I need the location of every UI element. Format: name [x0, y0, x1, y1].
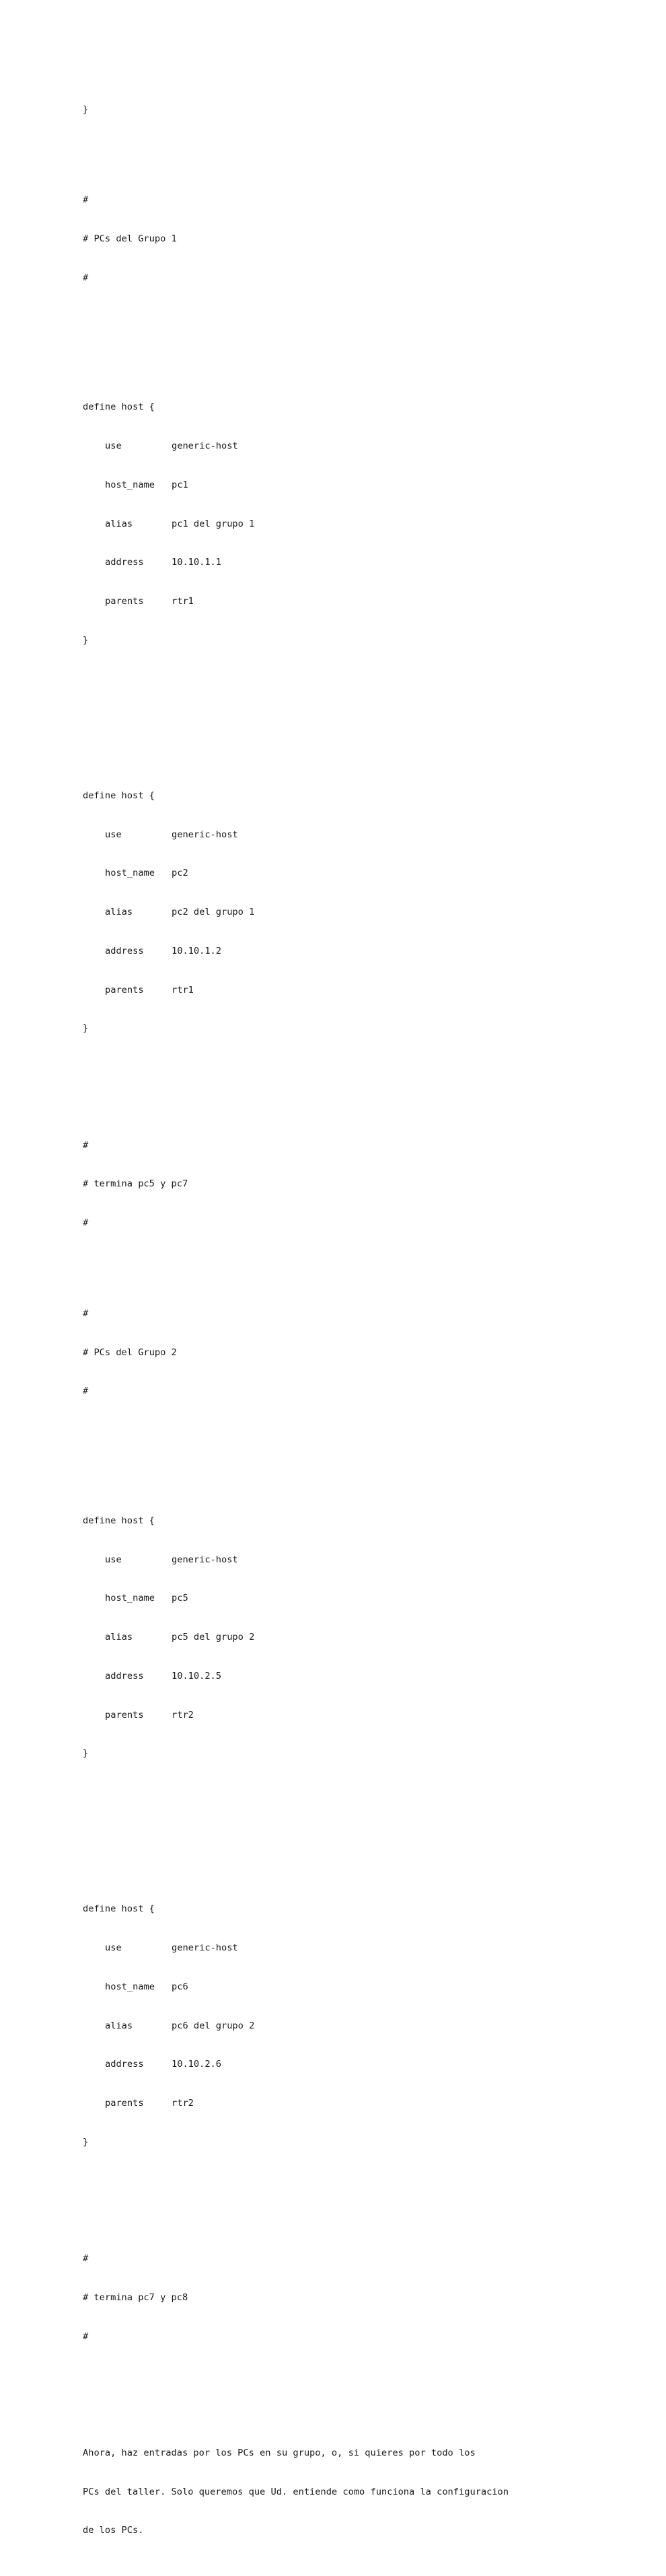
field-key: address [105, 2059, 144, 2070]
define-host-line: define host { [83, 402, 155, 413]
field-value: 10.10.1.2 [172, 945, 221, 956]
config-document [83, 77, 509, 2576]
blank-line [83, 2369, 509, 2382]
instructions-line: PCs del taller. Solo queremos que Ud. entiende como funciona la configuracion [83, 2486, 509, 2497]
blank-line [83, 699, 509, 712]
section-heading-group-2: # PCs del Grupo 2 [83, 1347, 177, 1358]
blank-line [83, 142, 509, 155]
comment-line: # [83, 1308, 89, 1319]
define-host-line: define host { [83, 790, 155, 801]
field-value: generic-host [172, 1942, 238, 1953]
field-key: parents [105, 2098, 144, 2109]
field-value: rtr1 [172, 984, 194, 995]
field-address [83, 945, 509, 958]
comment-line: # [83, 1386, 89, 1397]
field-value: pc1 [172, 479, 188, 490]
field-alias [83, 518, 509, 531]
blank-line [83, 1256, 509, 1268]
field-key: host_name [105, 479, 155, 490]
section-heading-group-1: # PCs del Grupo 1 [83, 233, 177, 244]
field-alias [83, 906, 509, 919]
field-key: address [105, 557, 144, 568]
host-block-pc1 [83, 375, 509, 673]
closing-brace: } [83, 2136, 89, 2148]
field-key: alias [105, 1632, 133, 1642]
blank-line [83, 311, 509, 324]
field-key: parents [105, 596, 144, 607]
comment-line: # [83, 1217, 89, 1228]
blank-line [83, 2201, 509, 2213]
field-value: generic-host [172, 441, 238, 451]
field-key: use [105, 1942, 122, 1953]
field-key: use [105, 441, 122, 451]
field-key: alias [105, 907, 133, 917]
comment-line: # [83, 1139, 89, 1151]
field-value: rtr2 [172, 1709, 194, 1720]
field-value: 10.10.1.1 [172, 557, 221, 568]
field-value: pc6 [172, 1981, 188, 1992]
field-key: host_name [105, 1981, 155, 1992]
blank-line [83, 1813, 509, 1825]
field-key: alias [105, 518, 133, 529]
instructions-paragraph [83, 2421, 509, 2563]
field-alias [83, 2020, 509, 2033]
field-value: pc2 del grupo 1 [172, 907, 255, 917]
field-value: generic-host [172, 1554, 238, 1565]
comment-line: # [83, 2331, 89, 2342]
host-block-pc2 [83, 763, 509, 1061]
field-key: parents [105, 984, 144, 995]
field-value: 10.10.2.6 [172, 2059, 221, 2070]
field-use [83, 440, 509, 453]
field-use [83, 1554, 509, 1566]
field-value: pc1 del grupo 1 [172, 518, 255, 529]
field-value: pc5 del grupo 2 [172, 1632, 255, 1642]
field-key: parents [105, 1709, 144, 1720]
field-key: address [105, 945, 144, 956]
field-address [83, 2058, 509, 2071]
field-parents [83, 595, 509, 608]
instructions-line: Ahora, haz entradas por los PCs en su grupo, o, si quieres por todo los [83, 2447, 476, 2458]
field-host-name [83, 479, 509, 492]
comment-line: # [83, 194, 89, 206]
field-key: host_name [105, 868, 155, 879]
field-host-name [83, 1592, 509, 1605]
closing-brace: } [83, 104, 89, 115]
closing-brace: } [83, 634, 89, 646]
field-key: address [105, 1670, 144, 1681]
field-value: pc5 [172, 1593, 188, 1604]
comment-note-termina-pc7-pc8: # termina pc7 y pc8 [83, 2291, 188, 2303]
field-value: rtr2 [172, 2098, 194, 2109]
field-key: use [105, 1554, 122, 1565]
field-key: use [105, 829, 122, 840]
comment-line: # [83, 272, 89, 283]
instructions-line: de los PCs. [83, 2525, 144, 2536]
define-host-line: define host { [83, 1903, 155, 1915]
closing-brace: } [83, 1748, 89, 1759]
field-alias [83, 1631, 509, 1644]
comment-note-termina-pc5-pc7: # termina pc5 y pc7 [83, 1178, 188, 1190]
field-key: host_name [105, 1593, 155, 1604]
define-host-line: define host { [83, 1515, 155, 1526]
field-host-name [83, 867, 509, 880]
blank-line [83, 1088, 509, 1100]
field-use [83, 829, 509, 841]
closing-brace: } [83, 1023, 89, 1034]
field-value: rtr1 [172, 596, 194, 607]
field-address [83, 1670, 509, 1683]
host-block-pc5 [83, 1488, 509, 1786]
field-value: pc6 del grupo 2 [172, 2020, 255, 2031]
field-value: generic-host [172, 829, 238, 840]
field-key: alias [105, 2020, 133, 2031]
field-value: 10.10.2.5 [172, 1670, 221, 1681]
blank-line [83, 1424, 509, 1437]
host-block-pc6 [83, 1877, 509, 2175]
comment-line: # [83, 2253, 89, 2264]
field-value: pc2 [172, 868, 188, 879]
field-parents [83, 2097, 509, 2110]
field-host-name [83, 1981, 509, 1994]
field-use [83, 1942, 509, 1955]
field-parents [83, 1709, 509, 1722]
field-parents [83, 984, 509, 997]
field-address [83, 556, 509, 569]
